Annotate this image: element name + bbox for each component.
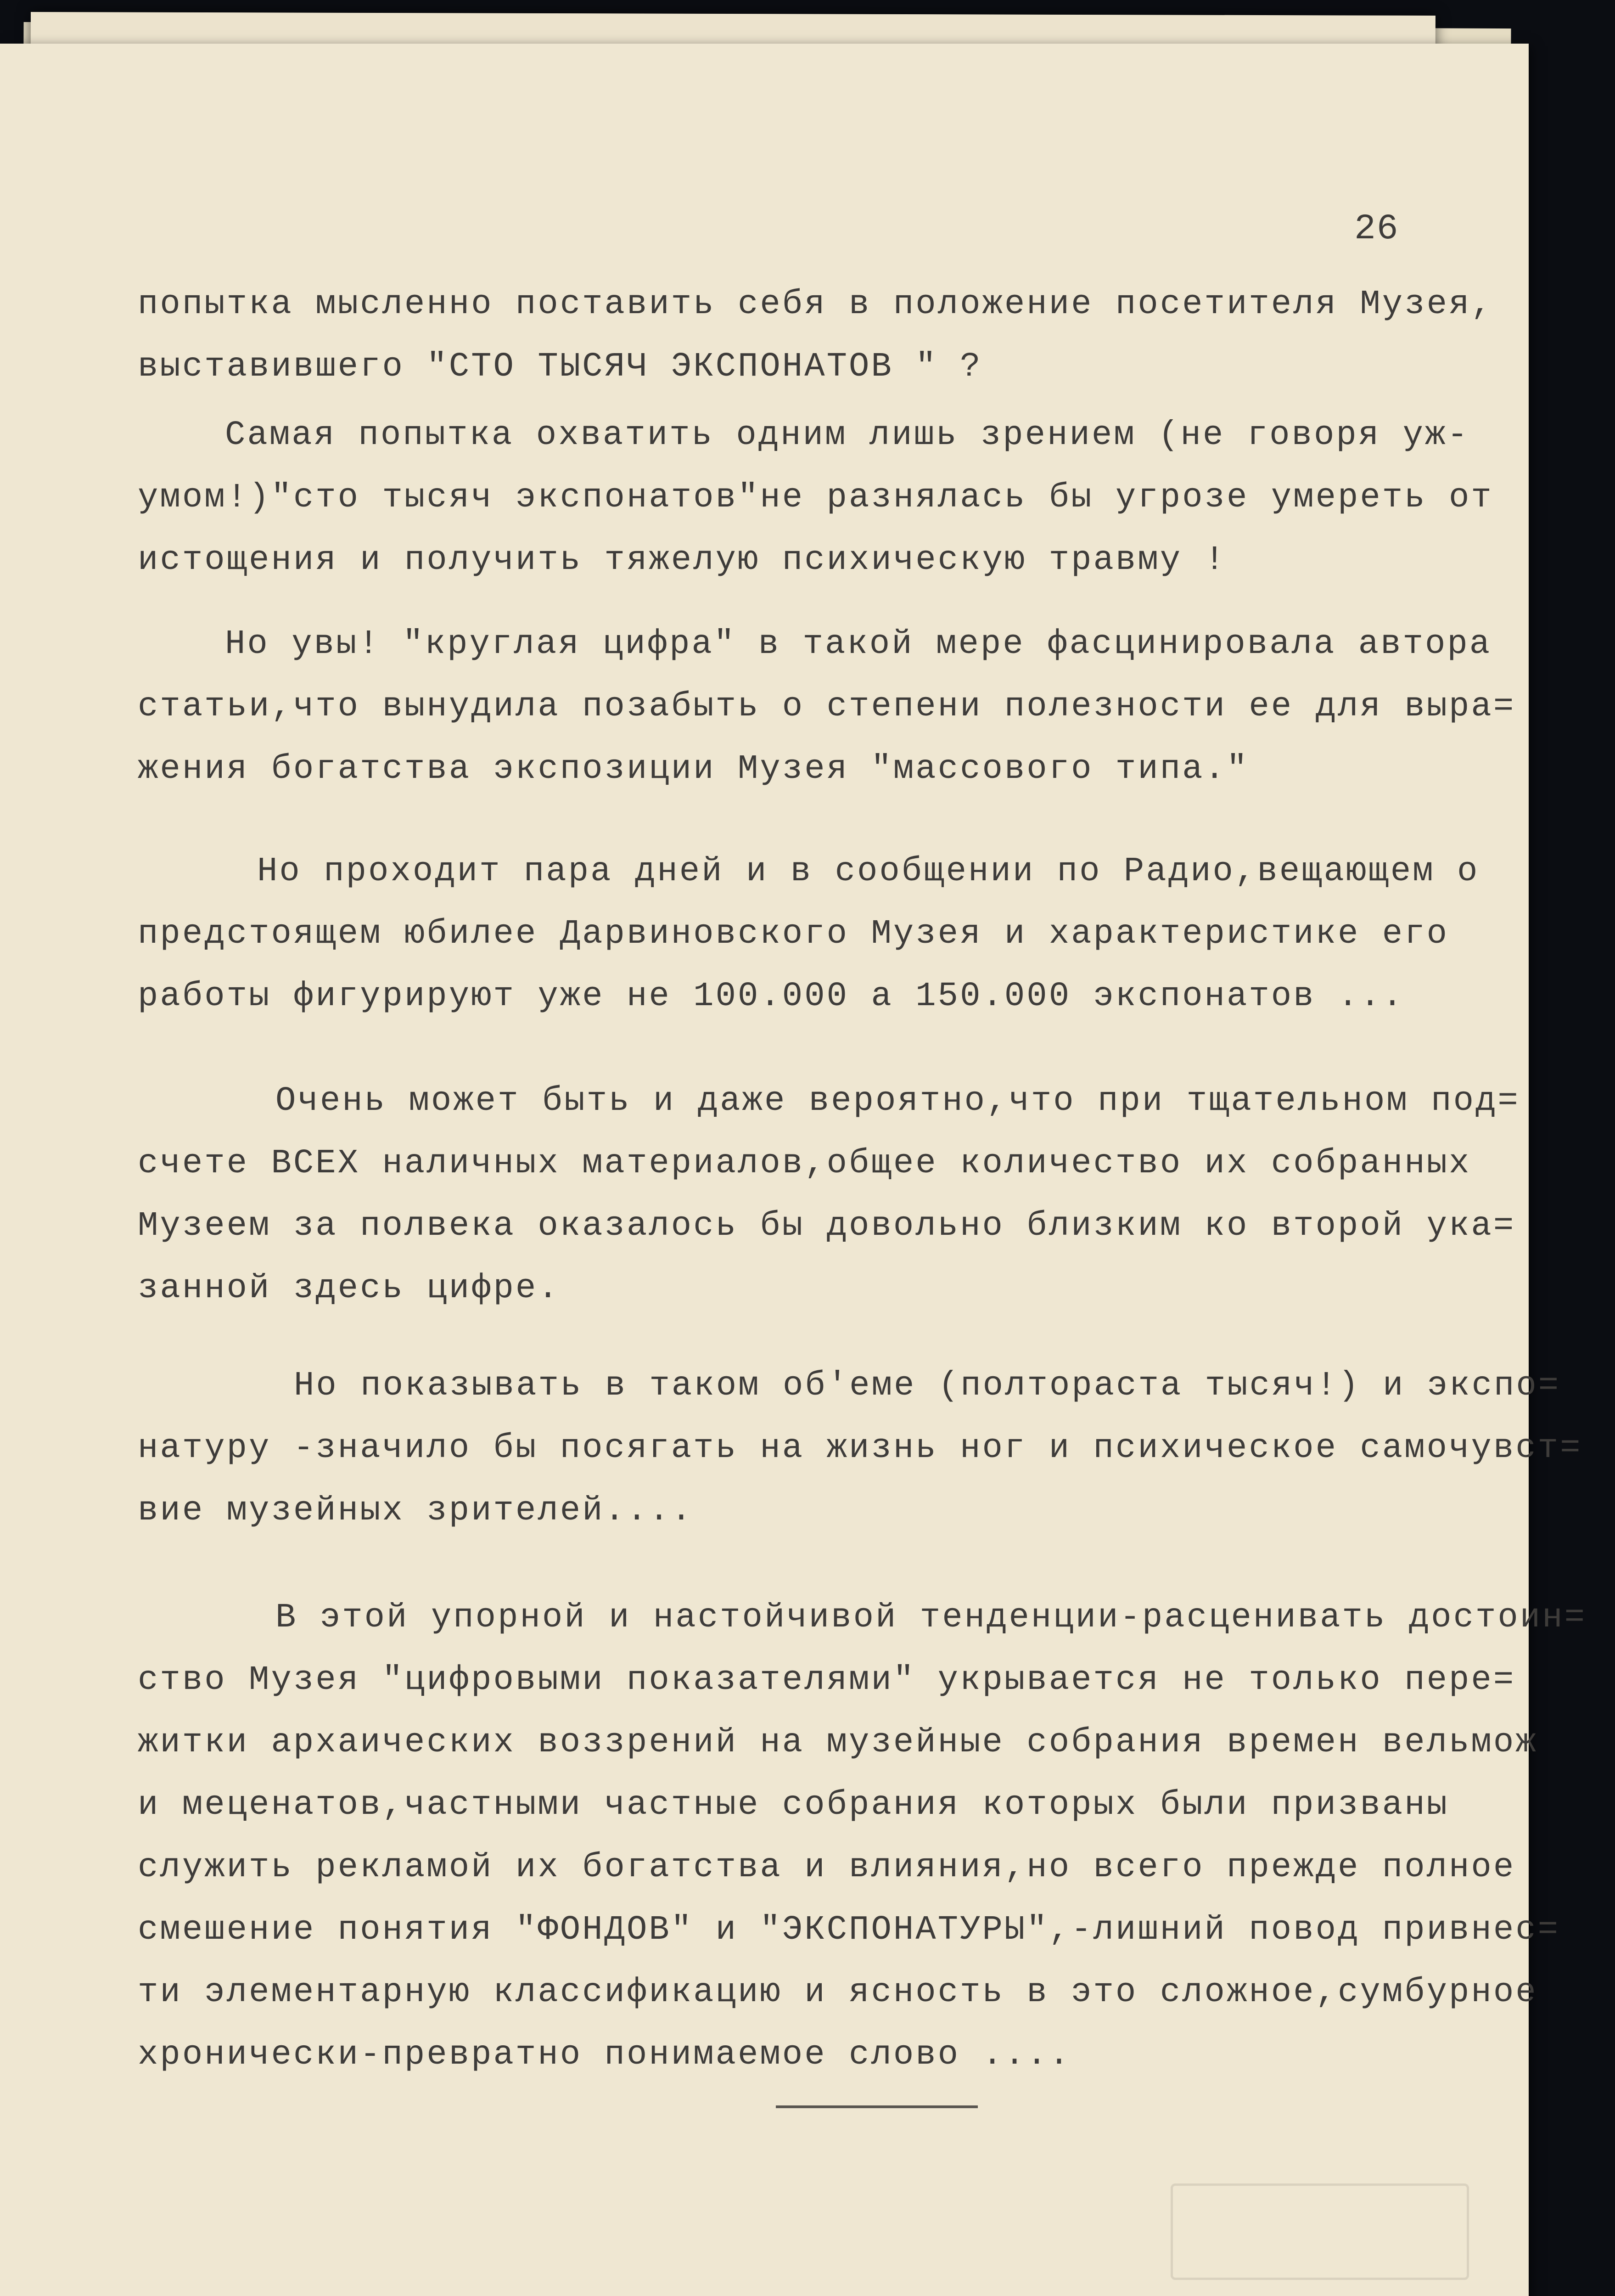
text-line: житки архаических воззрений на музейные собрания времен вельмож bbox=[138, 1723, 1538, 1762]
text-line: Очень может быть и даже вероятно,что при тщательном под= bbox=[275, 1082, 1520, 1120]
text-line: истощения и получить тяжелую психическую травму ! bbox=[138, 541, 1227, 580]
text-line: ство Музея "цифровыми показателями" укрывается не только пере= bbox=[138, 1661, 1516, 1699]
text-line: Музеем за полвека оказалось бы довольно близким ко второй ука= bbox=[138, 1207, 1516, 1245]
faint-archive-stamp bbox=[1171, 2183, 1469, 2280]
text-line: Но проходит пара дней и в сообщении по Радио,вещающем о bbox=[257, 852, 1480, 891]
text-line: Но увы! "круглая цифра" в такой мере фасцинировала автора bbox=[225, 625, 1492, 664]
text-line: В этой упорной и настойчивой тенденции-расценивать достоин= bbox=[275, 1598, 1587, 1637]
page-number: 26 bbox=[1354, 209, 1399, 249]
text-line: служить рекламой их богатства и влияния,но всего прежде полное bbox=[138, 1848, 1516, 1887]
paragraph-2 bbox=[138, 404, 1493, 591]
text-line: натуру -значило бы посягать на жизнь ног и психическое самочувст= bbox=[138, 1429, 1582, 1468]
closing-rule bbox=[776, 2105, 978, 2108]
paragraph-1 bbox=[138, 273, 1493, 398]
paragraph-4 bbox=[138, 840, 1480, 1028]
text-line: Но показывать в таком об'еме (полтораста тысяч!) и экспо= bbox=[294, 1367, 1561, 1405]
paragraph-7 bbox=[138, 1587, 1587, 2086]
paragraph-5 bbox=[138, 1070, 1520, 1320]
text-line: ти элементарную классификацию и ясность в это сложное,сумбурное bbox=[138, 1973, 1538, 2012]
text-line: хронически-превратно понимаемое слово .... bbox=[138, 2036, 1071, 2074]
text-line: жения богатства экспозиции Музея "массового типа." bbox=[138, 750, 1249, 788]
text-line: смешение понятия "ФОНДОВ" и "ЭКСПОНАТУРЫ",-лишний повод привнес= bbox=[138, 1911, 1560, 1949]
typewritten-page bbox=[0, 44, 1587, 2296]
text-line: работы фигурируют уже не 100.000 а 150.000 экспонатов ... bbox=[138, 977, 1405, 1016]
text-line: попытка мысленно поставить себя в положение посетителя Музея, bbox=[138, 285, 1493, 324]
text-line: выставившего "СТО ТЫСЯЧ ЭКСПОНАТОВ " ? bbox=[138, 348, 982, 386]
text-line: Самая попытка охватить одним лишь зрением (не говоря уж- bbox=[225, 416, 1469, 455]
text-line: статьи,что вынудила позабыть о степени полезности ее для выра= bbox=[138, 687, 1516, 726]
text-line: и меценатов,частными частные собрания которых были призваны bbox=[138, 1786, 1449, 1824]
paragraph-6 bbox=[138, 1355, 1582, 1542]
text-line: умом!)"сто тысяч экспонатов"не разнялась бы угрозе умереть от bbox=[138, 478, 1493, 517]
text-line: вие музейных зрителей.... bbox=[138, 1491, 694, 1530]
paragraph-3 bbox=[138, 613, 1516, 800]
text-line: счете ВСЕХ наличных материалов,общее количество их собранных bbox=[138, 1144, 1471, 1183]
text-line: предстоящем юбилее Дарвиновского Музея и характеристике его bbox=[138, 915, 1449, 953]
text-line: занной здесь цифре. bbox=[138, 1269, 560, 1308]
